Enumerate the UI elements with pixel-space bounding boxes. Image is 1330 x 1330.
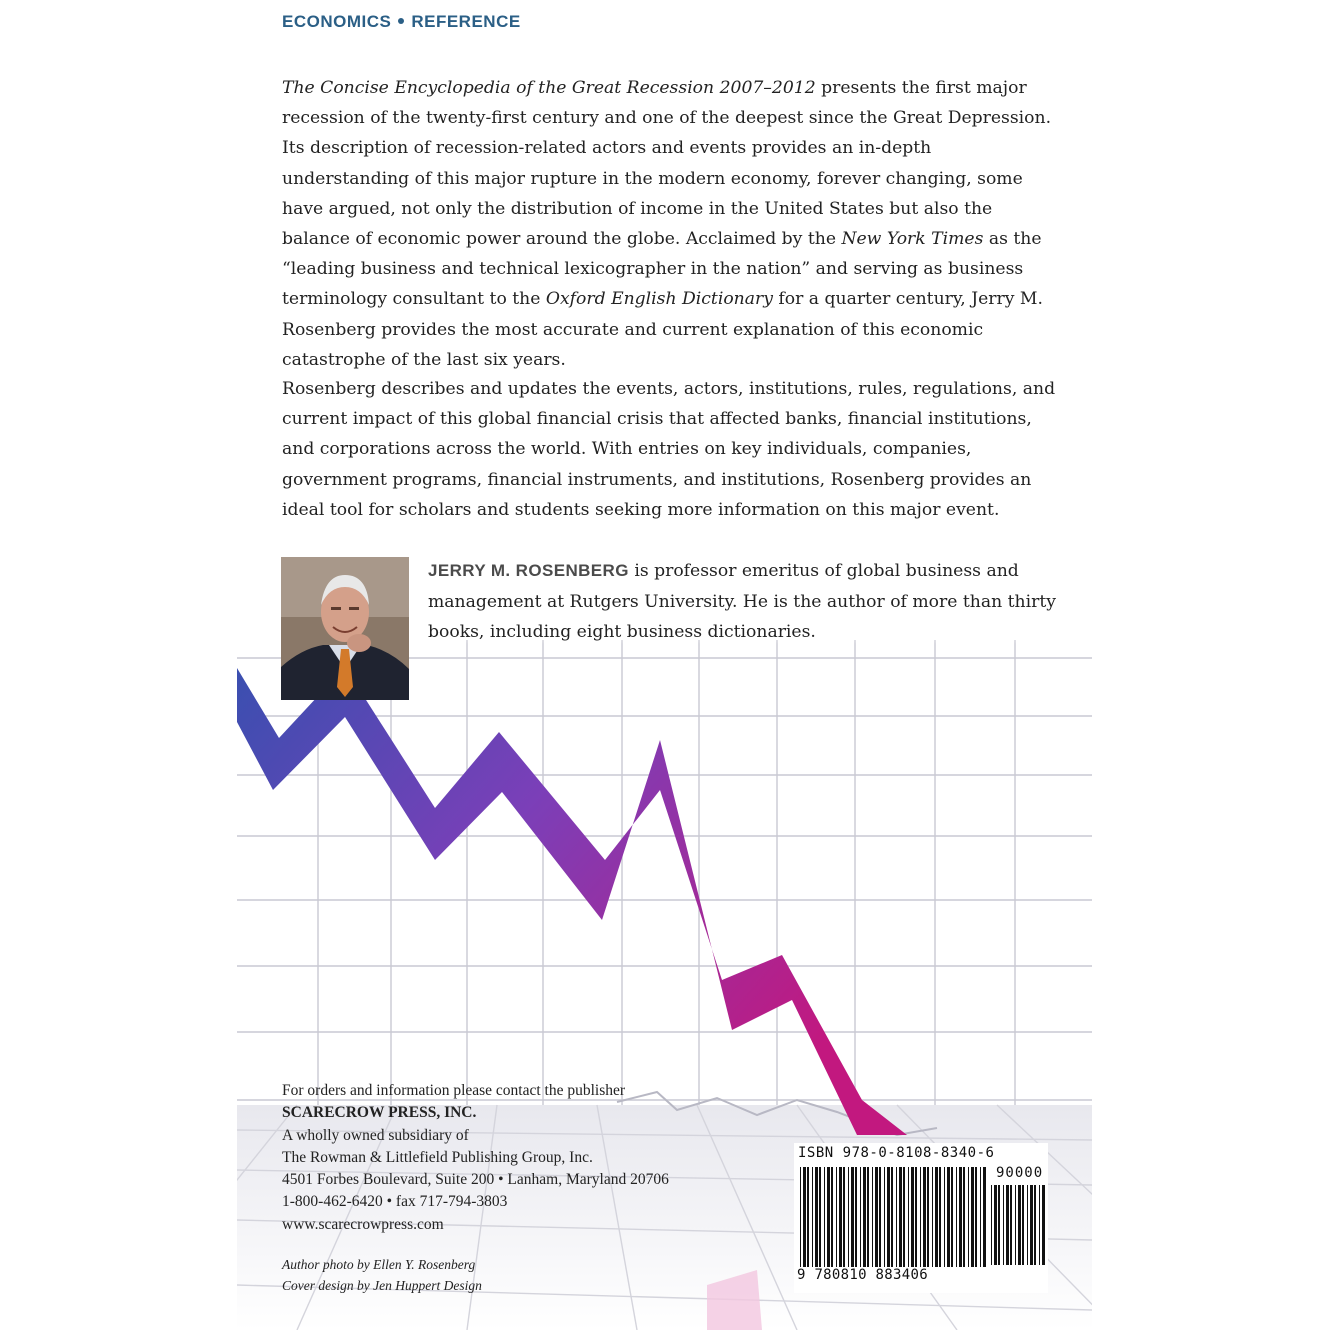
barcode-bar [815,1167,818,1267]
barcode-bar [831,1167,833,1267]
barcode-bar [1010,1185,1012,1265]
barcode-bar [959,1167,962,1267]
barcode-addon-bars [989,1185,1045,1265]
publisher-info [282,1080,669,1236]
barcode-bar [915,1167,917,1267]
author-photo-image [281,557,409,700]
barcode-bar [891,1167,893,1267]
barcode-bar [1034,1185,1036,1265]
barcode-digits: 9 780810 883406 [797,1267,928,1283]
barcode-bar [911,1167,914,1267]
barcode-bar [975,1167,977,1267]
barcode-bar [860,1167,861,1267]
description-text: presents the first major recession of the twenty-first century and one of the deepest since the Great Depression. Its description of recession-related actors and events provides an in-depth understanding of this major rupture in the modern economy, forever changing, some have argued, not only the distribution of income in the United States but also the balance of economic power around the globe. Acclaimed by the [282,78,1052,250]
publisher-parent: The Rowman & Littlefield Publishing Group, Inc. [282,1148,593,1166]
barcode-bar [908,1167,909,1267]
barcode-bar [875,1167,878,1267]
price-code: 90000 [996,1165,1044,1181]
category-separator-dot [398,18,404,24]
design-credit: Cover design by Jen Huppert Design [282,1278,482,1293]
publisher-contact-line: For orders and information please contact the publisher [282,1082,626,1099]
oed-reference: Oxford English Dictionary [545,289,773,310]
description-text: for a quarter century, Jerry M. Rosenberg provides the most accurate and current explanation of this economic catastrophe of the last six years. [282,289,1043,370]
barcode-bar [824,1167,825,1267]
barcode-bar [944,1167,945,1267]
barcode-bar [819,1167,821,1267]
publisher-subsidiary-line: A wholly owned subsidiary of [282,1126,469,1144]
publisher-address: 4501 Forbes Boulevard, Suite 200 • Lanham, Maryland 20706 [282,1171,669,1189]
barcode-bar [827,1167,830,1267]
book-title: The Concise Encyclopedia of the Great Recession 2007–2012 [282,78,816,98]
barcode-bar [1039,1185,1040,1265]
barcode-bar [983,1167,986,1267]
barcode-bar [1042,1185,1045,1265]
barcode-bar [855,1167,857,1267]
barcode-bar [947,1167,950,1267]
barcode-bar [1018,1185,1021,1265]
barcode-bar [1006,1185,1009,1265]
barcode-bar [800,1167,801,1267]
category-reference: REFERENCE [411,12,521,31]
barcode-main-bars [798,1167,986,1267]
book-back-cover [237,0,1092,1330]
description-paragraph-2: Rosenberg describes and updates the events, actors, institutions, rules, regulations, and current impact of this global financial crisis that affected banks, financial institutions, and corporations across the world. With entries on key individuals, companies, government programs, financial instruments, and institutions, Rosenberg provides an ideal tool for scholars and students seeking more information on this major event. [282,379,1056,520]
barcode-bar [968,1167,969,1267]
barcode-bar [1015,1185,1016,1265]
author-name: JERRY M. ROSENBERG [428,561,629,580]
category-label [282,12,521,32]
barcode-bar [991,1185,992,1265]
category-economics: ECONOMICS [282,12,392,31]
barcode-bar [935,1167,938,1267]
barcode-bar [896,1167,897,1267]
barcode-bar [843,1167,845,1267]
barcode-bar [1003,1185,1004,1265]
nyt-reference: New York Times [841,229,984,250]
barcode-bar [879,1167,881,1267]
author-bio [428,556,1068,648]
barcode-bar [812,1167,813,1267]
barcode-bar [899,1167,902,1267]
barcode-bar [923,1167,926,1267]
author-photo [281,557,409,700]
barcode-bar [851,1167,854,1267]
publisher-name: SCARECROW PRESS, INC. [282,1104,477,1122]
barcode-bar [939,1167,941,1267]
isbn-barcode [794,1143,1048,1293]
barcode-bar [848,1167,849,1267]
barcode-bar [963,1167,965,1267]
publisher-website: www.scarecrowpress.com [282,1215,444,1233]
description-text: as the “leading business and technical lexicographer in the nation” and serving as business terminology consultant to the [282,229,1042,310]
barcode-bar [920,1167,921,1267]
barcode-bar [863,1167,866,1267]
barcode-bar [839,1167,842,1267]
barcode-bar [927,1167,929,1267]
barcode-bar [887,1167,890,1267]
barcode-bar [884,1167,885,1267]
barcode-bar [1030,1185,1033,1265]
barcode-bar [1022,1185,1024,1265]
barcode-bar [872,1167,873,1267]
barcode-bar [994,1185,997,1265]
description-paragraph-1 [282,73,1057,375]
barcode-bar [807,1167,809,1267]
barcode-bar [932,1167,933,1267]
barcode-bar [867,1167,869,1267]
barcode-bar [1027,1185,1028,1265]
barcode-bar [951,1167,953,1267]
cover-credits [282,1254,482,1296]
photo-credit: Author photo by Ellen Y. Rosenberg [282,1257,476,1272]
barcode-bar [998,1185,1000,1265]
publisher-phone: 1-800-462-6420 • fax 717-794-3803 [282,1193,508,1211]
author-bio-text: is professor emeritus of global business and management at Rutgers University. He is the author of more than thirty books, including eight business dictionaries. [428,561,1056,642]
barcode-bar [803,1167,806,1267]
isbn-number: ISBN 978-0-8108-8340-6 [798,1145,995,1161]
barcode-bar [903,1167,905,1267]
barcode-bar [980,1167,981,1267]
barcode-bar [956,1167,957,1267]
barcode-bar [836,1167,837,1267]
barcode-bar [971,1167,974,1267]
